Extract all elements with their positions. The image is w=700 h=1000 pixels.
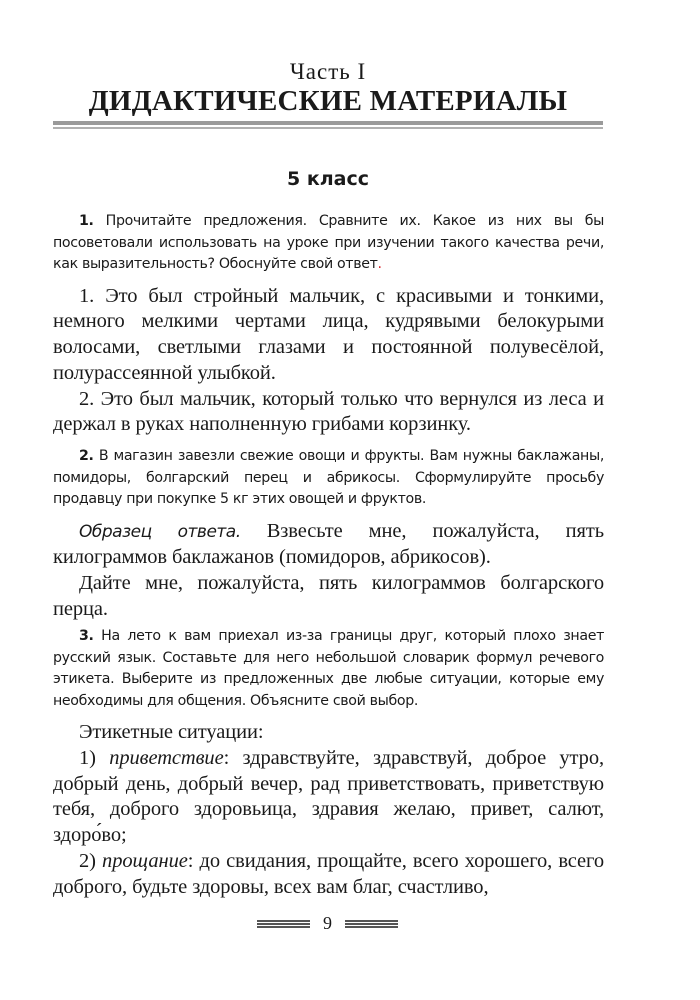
task-1-text: Прочитайте предложения. Сравните их. Какое из них вы бы посоветовали использовать на уроке при изучении такого качества речи, как выразительность? Обоснуйте свой ответ xyxy=(53,213,604,272)
situations-heading: Этикетные ситуации: xyxy=(79,721,264,743)
task-1-example-1: 1. Это был стройный мальчик, с красивыми и тонкими, немного мелкими чертами лица, кудрявыми белокурыми волосами, светлыми глазами и постоянной полувесёлой, полурассеянной улыбкой. xyxy=(53,284,604,384)
task-2-number: 2. xyxy=(79,448,94,464)
task-2-prompt xyxy=(53,446,604,511)
task-3-number: 3. xyxy=(79,628,94,644)
footer-rule-right xyxy=(345,920,398,929)
task-2-text: В магазин завезли свежие овощи и фрукты. Вам нужны баклажаны, помидоры, болгарский перец и абрикосы. Сформулируйте просьбу продавцу при покупке 5 кг этих овощей и фруктов. xyxy=(53,448,604,507)
footer-rule-left xyxy=(257,920,310,929)
title-rule-thin xyxy=(53,127,603,129)
situation-2-name: прощание xyxy=(102,849,188,872)
situation-1-name: приветствие xyxy=(109,746,224,769)
page-number: 9 xyxy=(323,913,332,933)
sample-answer-label: Образец ответа. xyxy=(79,521,241,542)
situation-2-items: : до свидания, прощайте, всего хорошего, всего доброго, будьте здоровы, всех вам благ, счастливо, xyxy=(53,849,604,898)
task-1-prompt xyxy=(53,211,604,276)
situation-2-number: 2) xyxy=(79,849,96,872)
part-title: ДИДАКТИЧЕСКИЕ МАТЕРИАЛЫ xyxy=(88,85,568,117)
part-label: Часть I xyxy=(289,59,367,84)
situation-1-items: : здравствуйте, здравствуй, доброе утро, добрый день, добрый вечер, рад приветствовать, приветствую тебя, доброго здоровьица, здравия желаю, привет, салют, здоро́во; xyxy=(53,746,604,847)
task-3-prompt xyxy=(53,626,604,712)
situation-1-number: 1) xyxy=(79,746,96,769)
task-3 xyxy=(53,626,604,901)
task-2-sample-answer xyxy=(53,519,604,572)
task-2-sample-answer-2: Дайте мне, пожалуйста, пять килограммов болгарского перца. xyxy=(53,572,604,620)
situation-greeting xyxy=(53,746,604,849)
task-3-text: На лето к вам приехал из-за границы друг, который плохо знает русский язык. Составьте для него небольшой словарик формул речевого этикета. Выберите из предложенных две любые ситуации, которые ему необходимы для общения. Объясните свой выбор. xyxy=(53,628,604,709)
task-2 xyxy=(53,446,604,623)
grade-heading: 5 класс xyxy=(287,168,369,190)
situation-farewell xyxy=(53,849,604,901)
task-1 xyxy=(53,211,604,438)
task-1-example-2: 2. Это был мальчик, который только что вернулся из леса и держал в руках наполненную грибами корзинку. xyxy=(53,387,604,436)
task-1-number: 1. xyxy=(79,213,94,229)
task-1-end-mark: . xyxy=(377,256,382,272)
page-footer xyxy=(0,912,656,936)
sample-answer-text: Взвесьте мне, пожалуйста, пять килограммов баклажанов (помидоров, абрикосов). xyxy=(53,519,604,569)
title-double-rule xyxy=(53,121,603,129)
